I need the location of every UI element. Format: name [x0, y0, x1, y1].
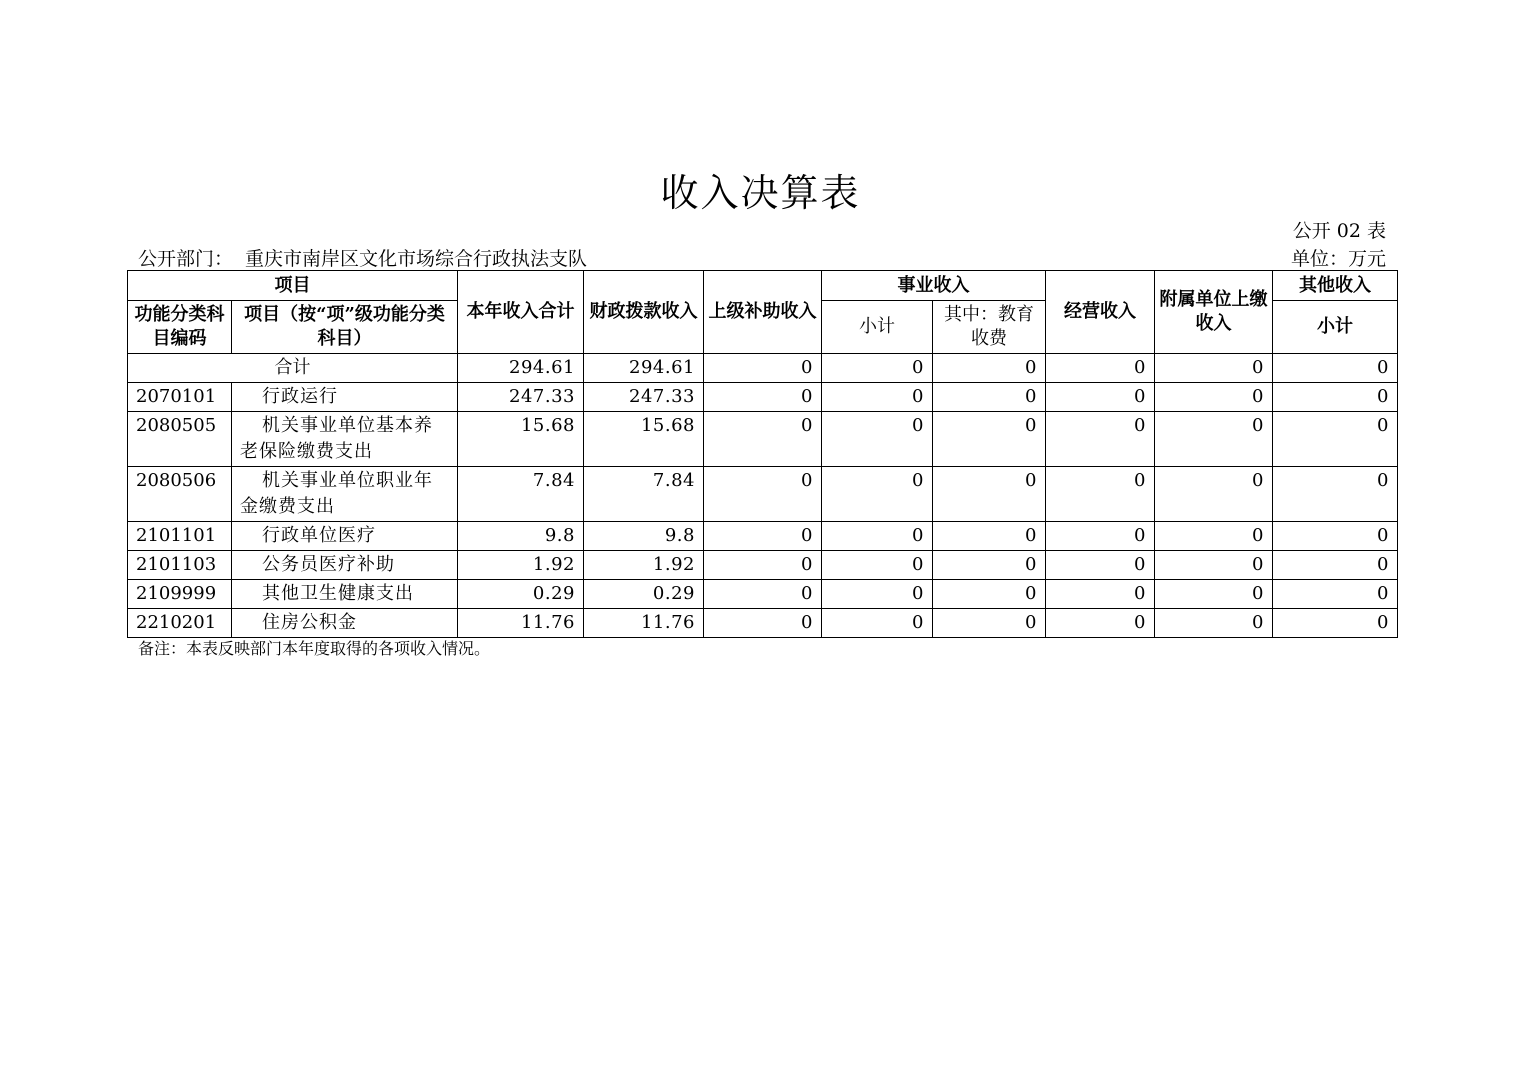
cell-superior: 0 [704, 354, 822, 383]
cell-fiscal: 15.68 [584, 412, 704, 467]
cell-operating: 0 [1046, 354, 1155, 383]
cell-operating: 0 [1046, 412, 1155, 467]
table-row [128, 412, 1398, 467]
cell-business-subtotal: 0 [822, 522, 933, 551]
cell-business-edu: 0 [933, 580, 1046, 609]
cell-superior: 0 [704, 609, 822, 638]
cell-affiliated: 0 [1155, 467, 1273, 522]
header-total: 本年收入合计 [458, 271, 584, 354]
cell-superior: 0 [704, 467, 822, 522]
cell-business-subtotal: 0 [822, 551, 933, 580]
income-table [127, 270, 1398, 638]
cell-total: 9.8 [458, 522, 584, 551]
cell-name: 公务员医疗补助 [232, 551, 458, 580]
cell-business-edu: 0 [933, 551, 1046, 580]
cell-superior: 0 [704, 551, 822, 580]
cell-superior: 0 [704, 522, 822, 551]
table-row [128, 467, 1398, 522]
cell-business-edu: 0 [933, 412, 1046, 467]
cell-total: 247.33 [458, 383, 584, 412]
header-fiscal: 财政拨款收入 [584, 271, 704, 354]
cell-fiscal: 7.84 [584, 467, 704, 522]
header-other-subtotal: 小计 [1273, 301, 1398, 354]
cell-business-subtotal: 0 [822, 467, 933, 522]
cell-other: 0 [1273, 522, 1398, 551]
header-business: 事业收入 [822, 271, 1046, 301]
cell-code: 2070101 [128, 383, 232, 412]
footnote: 备注：本表反映部门本年度取得的各项收入情况。 [138, 639, 491, 658]
cell-total: 294.61 [458, 354, 584, 383]
cell-other: 0 [1273, 551, 1398, 580]
header-operating: 经营收入 [1046, 271, 1155, 354]
cell-business-edu: 0 [933, 354, 1046, 383]
cell-total: 7.84 [458, 467, 584, 522]
header-superior: 上级补助收入 [704, 271, 822, 354]
header-func-code: 功能分类科目编码 [128, 301, 232, 354]
cell-affiliated: 0 [1155, 383, 1273, 412]
cell-name: 其他卫生健康支出 [232, 580, 458, 609]
cell-operating: 0 [1046, 580, 1155, 609]
cell-business-subtotal: 0 [822, 383, 933, 412]
cell-operating: 0 [1046, 522, 1155, 551]
cell-fiscal: 247.33 [584, 383, 704, 412]
header-item: 项目 [128, 271, 458, 301]
department-line [138, 244, 587, 271]
header-other: 其他收入 [1273, 271, 1398, 301]
cell-name: 行政运行 [232, 383, 458, 412]
cell-name: 住房公积金 [232, 609, 458, 638]
table-row [128, 580, 1398, 609]
table-row [128, 522, 1398, 551]
page-title: 收入决算表 [660, 171, 861, 215]
cell-business-subtotal: 0 [822, 412, 933, 467]
cell-total: 15.68 [458, 412, 584, 467]
cell-fiscal: 11.76 [584, 609, 704, 638]
cell-fiscal: 9.8 [584, 522, 704, 551]
cell-operating: 0 [1046, 467, 1155, 522]
cell-business-edu: 0 [933, 609, 1046, 638]
cell-name: 机关事业单位职业年金缴费支出 [232, 467, 458, 522]
table-row [128, 551, 1398, 580]
cell-affiliated: 0 [1155, 609, 1273, 638]
cell-operating: 0 [1046, 609, 1155, 638]
total-row [128, 354, 1398, 383]
cell-code: 2080506 [128, 467, 232, 522]
cell-other: 0 [1273, 609, 1398, 638]
cell-business-edu: 0 [933, 467, 1046, 522]
table-row [128, 383, 1398, 412]
cell-other: 0 [1273, 467, 1398, 522]
cell-operating: 0 [1046, 383, 1155, 412]
cell-other: 0 [1273, 354, 1398, 383]
cell-business-subtotal: 0 [822, 580, 933, 609]
cell-affiliated: 0 [1155, 580, 1273, 609]
cell-business-subtotal: 0 [822, 609, 933, 638]
department-label: 公开部门： [138, 248, 234, 270]
cell-total: 1.92 [458, 551, 584, 580]
header-item-name: 项目（按“项”级功能分类科目） [232, 301, 458, 354]
cell-affiliated: 0 [1155, 522, 1273, 551]
cell-code: 2080505 [128, 412, 232, 467]
cell-affiliated: 0 [1155, 412, 1273, 467]
header-affiliated: 附属单位上缴收入 [1155, 271, 1273, 354]
cell-total: 11.76 [458, 609, 584, 638]
cell-fiscal: 0.29 [584, 580, 704, 609]
cell-superior: 0 [704, 383, 822, 412]
cell-affiliated: 0 [1155, 354, 1273, 383]
cell-code: 2101101 [128, 522, 232, 551]
cell-affiliated: 0 [1155, 551, 1273, 580]
cell-business-edu: 0 [933, 522, 1046, 551]
cell-other: 0 [1273, 412, 1398, 467]
cell-code: 2109999 [128, 580, 232, 609]
cell-name: 机关事业单位基本养老保险缴费支出 [232, 412, 458, 467]
table-row [128, 609, 1398, 638]
cell-superior: 0 [704, 412, 822, 467]
cell-code: 2210201 [128, 609, 232, 638]
header-business-edu: 其中：教育收费 [933, 301, 1046, 354]
cell-business-edu: 0 [933, 383, 1046, 412]
department-name: 重庆市南岸区文化市场综合行政执法支队 [245, 248, 588, 270]
header-business-subtotal: 小计 [822, 301, 933, 354]
form-code: 公开 02 表 [1292, 220, 1386, 242]
cell-fiscal: 294.61 [584, 354, 704, 383]
cell-other: 0 [1273, 383, 1398, 412]
cell-superior: 0 [704, 580, 822, 609]
cell-fiscal: 1.92 [584, 551, 704, 580]
cell-code: 2101103 [128, 551, 232, 580]
unit-label: 单位：万元 [1290, 248, 1386, 270]
cell-business-subtotal: 0 [822, 354, 933, 383]
total-label: 合计 [128, 354, 458, 383]
cell-name: 行政单位医疗 [232, 522, 458, 551]
cell-operating: 0 [1046, 551, 1155, 580]
cell-total: 0.29 [458, 580, 584, 609]
cell-other: 0 [1273, 580, 1398, 609]
